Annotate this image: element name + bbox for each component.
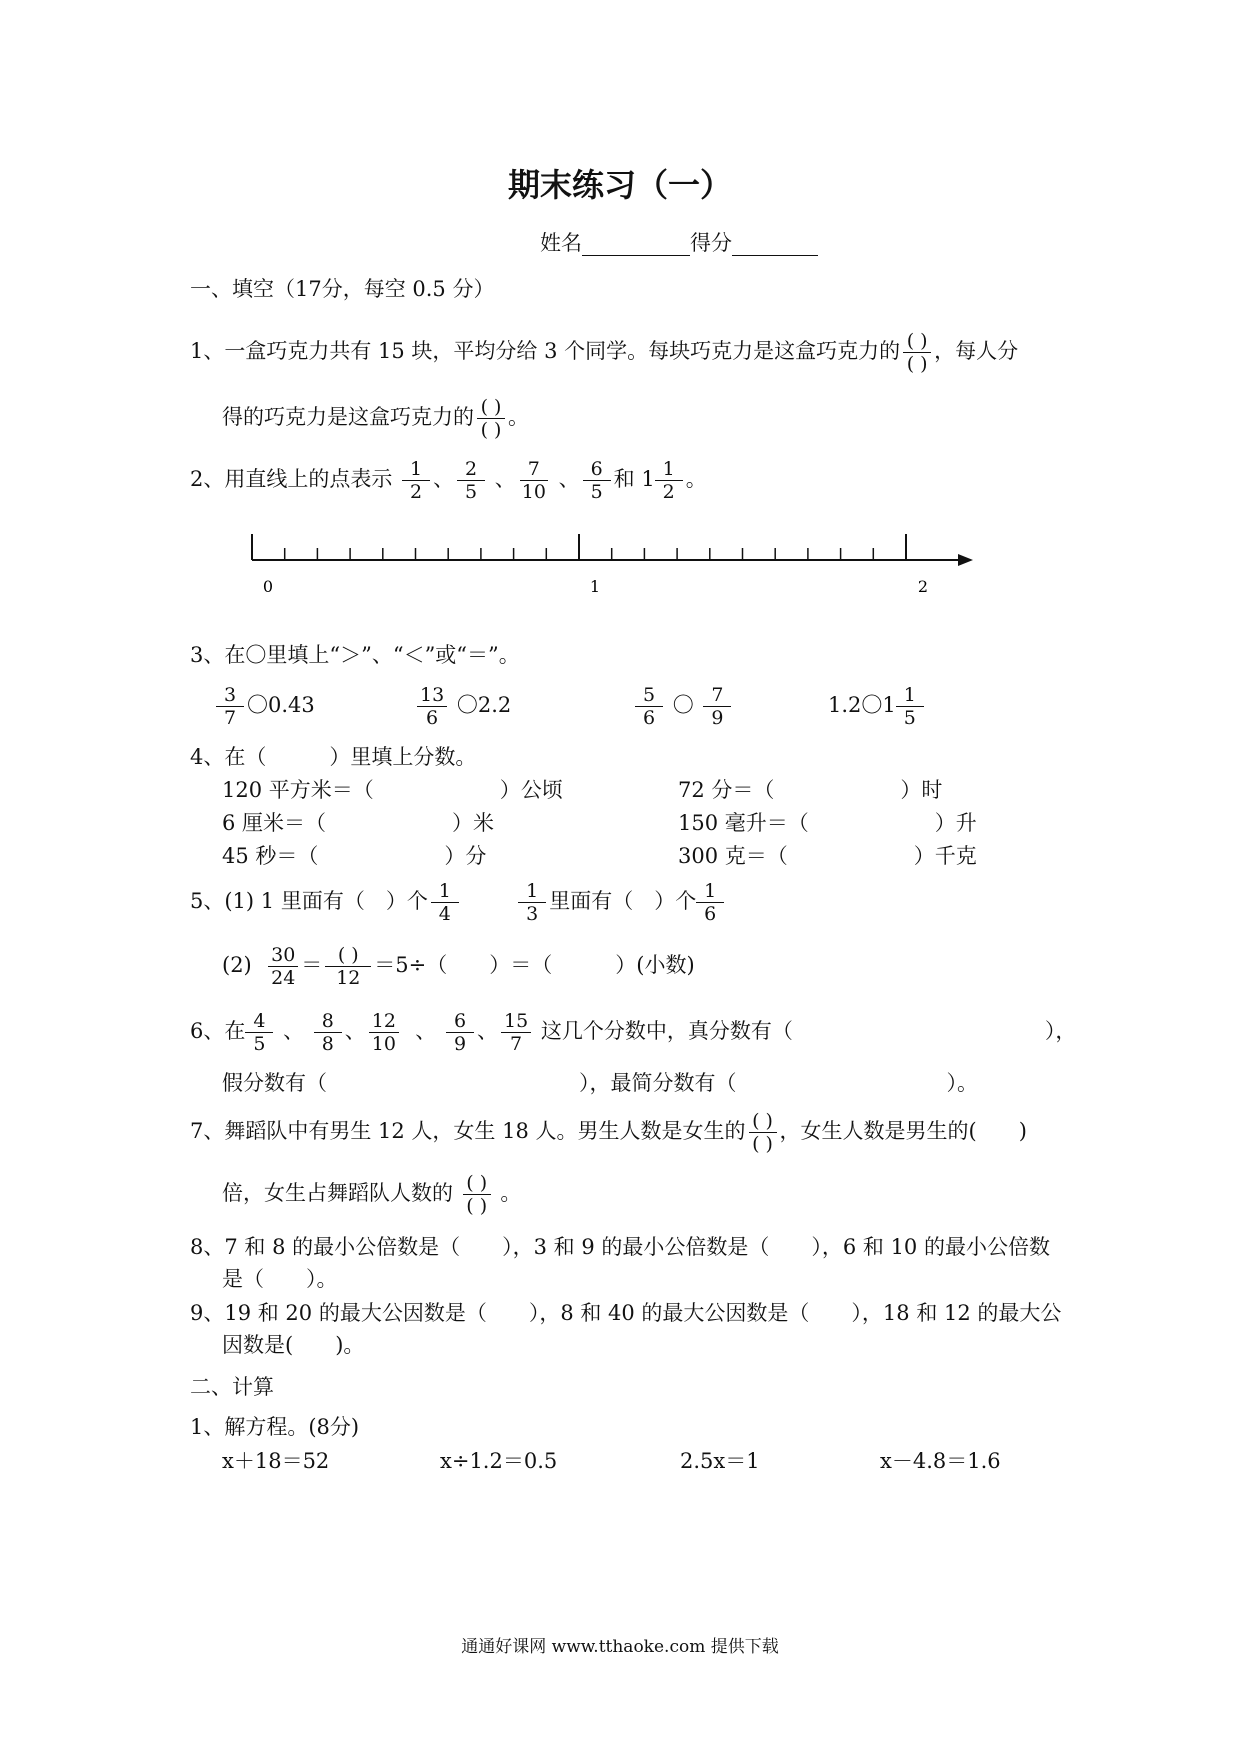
q4-row-1-right[interactable]: 72 分＝（ ）时 [678,778,943,802]
q2-fraction-4: $\frac{6}{5}$ [583,458,611,503]
q5-part-2 [222,944,695,989]
fraction-numerator: ( ) [477,396,505,419]
q4-row-3-left[interactable]: 45 秒＝（ ）分 [222,844,487,868]
q7-text-d: 。 [500,1181,522,1205]
q3-compare-3[interactable] [632,684,734,729]
q5-blank-fraction[interactable]: $\frac{( )}{12}$ [325,944,371,989]
fraction: $\frac{3}{7}$ [216,684,244,729]
q4-row-1-left[interactable]: 120 平方米＝（ ）公顷 [222,778,563,802]
compare-circle: 〇 [672,693,694,717]
q1-text-d: 。 [508,405,529,429]
equation-1: x＋18＝52 [222,1449,330,1473]
q7-text-b[interactable]: ，女生人数是男生的( ) [779,1119,1027,1143]
equation-4: x－4.8＝1.6 [880,1449,1001,1473]
fraction: $\frac{1}{4}$ [431,880,459,925]
number-line-ticks [252,534,906,560]
q3-compare-2[interactable] [414,684,511,729]
fraction: $\frac{1}{3}$ [518,880,546,925]
fraction: $\frac{15}{7}$ [501,1010,531,1055]
number-line [240,520,980,600]
fraction-numerator: ( ) [903,330,931,353]
fraction: $\frac{1}{6}$ [696,880,724,925]
q5-part-1 [190,880,727,925]
mixed-whole: 1 [641,467,655,491]
q7-blank-fraction-1[interactable]: $\frac{( )}{( )}$ [749,1110,777,1155]
page-title: 期末练习（一） [507,166,732,204]
q2-line [190,458,707,503]
q2-fraction-2: $\frac{2}{5}$ [457,458,485,503]
arrow-right-icon [958,554,973,566]
q2-fraction-3: $\frac{7}{10}$ [521,458,546,503]
axis-label-0: 0 [262,577,274,596]
q4-row-3-right[interactable]: 300 克＝（ ）千克 [678,844,977,868]
footer-text: 通通好课网 www.tthaoke.com 提供下载 [461,1637,779,1657]
axis-label-2: 2 [917,577,929,596]
q4-lead: 4、在（ ）里填上分数。 [190,745,477,769]
q2-fraction-1: $\frac{1}{2}$ [402,458,430,503]
q7-text-c: 倍，女生占舞蹈队人数的 [222,1181,453,1205]
q2-fraction-5: $\frac{1}{2}$ [655,458,683,503]
fraction: $\frac{7}{9}$ [703,684,731,729]
fraction: $\frac{1}{5}$ [896,684,924,729]
q5-p2-rest[interactable]: ＝5÷（ ）＝（ ）(小数) [374,953,695,977]
score-label: 得分 [690,231,732,255]
q2-lead: 2、用直线上的点表示 [190,467,393,491]
name-field[interactable] [582,233,690,256]
q3-compare-1[interactable] [216,684,315,729]
equals: ＝ [301,953,323,977]
name-score-line [540,230,818,256]
q6-line2[interactable]: 假分数有（ ），最简分数有（ ）。 [222,1071,978,1095]
fraction-denominator: ( ) [480,419,502,441]
separator: 、 [494,467,516,491]
q6-line1: 6、在 $\frac{4}{5}$ 、 $\frac{8}{8}$ 、 $\frac{12}{10}$ 、 $\frac{6}{9}$ 、 $\frac{15}{7}$ 这几个分数中，真分数有（ ）， [190,1010,1077,1055]
q8-line1[interactable]: 8、7 和 8 的最小公倍数是（ ），3 和 9 的最小公倍数是（ ），6 和 10 的最小公倍数 [190,1235,1050,1259]
name-label: 姓名 [540,231,582,255]
q7-blank-fraction-2[interactable]: $\frac{( )}{( )}$ [463,1172,491,1217]
equation-2: x÷1.2＝0.5 [440,1449,558,1473]
q7-line2 [222,1172,521,1217]
q5-text-a: 5、(1) 1 里面有（ ）个 [190,889,428,913]
fraction: $\frac{30}{24}$ [268,944,298,989]
compare-text: 〇2.2 [456,693,512,717]
calc-lead: 1、解方程。(8分) [190,1415,360,1439]
q1-text-a: 1、一盒巧克力共有 15 块，平均分给 3 个同学。每块巧克力是这盒巧克力的 [190,339,901,363]
q7-text-a: 7、舞蹈队中有男生 12 人，女生 18 人。男生人数是女生的 [190,1119,746,1143]
q1-line2 [222,396,529,441]
axis-label-1: 1 [589,577,601,596]
q3-compare-4[interactable] [828,684,927,729]
q7-line1 [190,1110,1027,1155]
fraction: $\frac{4}{5}$ [245,1010,273,1055]
q1-line1 [190,330,1018,375]
section-2-title: 二、计算 [190,1375,274,1399]
fraction-denominator: ( ) [906,353,928,375]
q8-line2[interactable]: 是（ ）。 [222,1267,338,1291]
fraction: $\frac{12}{10}$ [369,1010,399,1055]
q2-end: 。 [685,467,707,491]
q6-lead: 6、在 [190,1019,246,1043]
q2-and: 和 [613,467,635,491]
q9-line2[interactable]: 因数是( )。 [222,1333,365,1357]
equation-3: 2.5x＝1 [680,1449,760,1473]
q9-line1[interactable]: 9、19 和 20 的最大公因数是（ ），8 和 40 的最大公因数是（ ），18 和 12 的最大公 [190,1301,1062,1325]
score-field[interactable] [732,233,818,256]
separator: 、 [433,467,455,491]
fraction: $\frac{6}{9}$ [446,1010,474,1055]
q1-blank-fraction-1[interactable] [903,330,931,375]
fraction: $\frac{8}{8}$ [314,1010,342,1055]
q1-text-b: ，每人分 [934,339,1019,363]
q5-p2-lead: (2) [222,953,252,977]
separator: 、 [558,467,580,491]
compare-text: 〇0.43 [247,693,315,717]
q1-text-c: 得的巧克力是这盒巧克力的 [222,405,474,429]
compare-text: 1.2〇1 [828,693,896,717]
q4-row-2-left[interactable]: 6 厘米＝（ ）米 [222,811,495,835]
q5-text-b: 里面有（ ）个 [549,889,697,913]
section-1-title: 一、填空（17分，每空 0.5 分） [190,277,495,301]
fraction: $\frac{13}{6}$ [417,684,447,729]
q1-blank-fraction-2[interactable] [477,396,505,441]
q3-lead: 3、在〇里填上“＞”、“＜”或“＝”。 [190,643,520,667]
q4-row-2-right[interactable]: 150 毫升＝（ ）升 [678,811,977,835]
fraction: $\frac{5}{6}$ [635,684,663,729]
q6-proper-fractions-blank[interactable]: 这几个分数中，真分数有（ ）， [540,1019,1077,1043]
